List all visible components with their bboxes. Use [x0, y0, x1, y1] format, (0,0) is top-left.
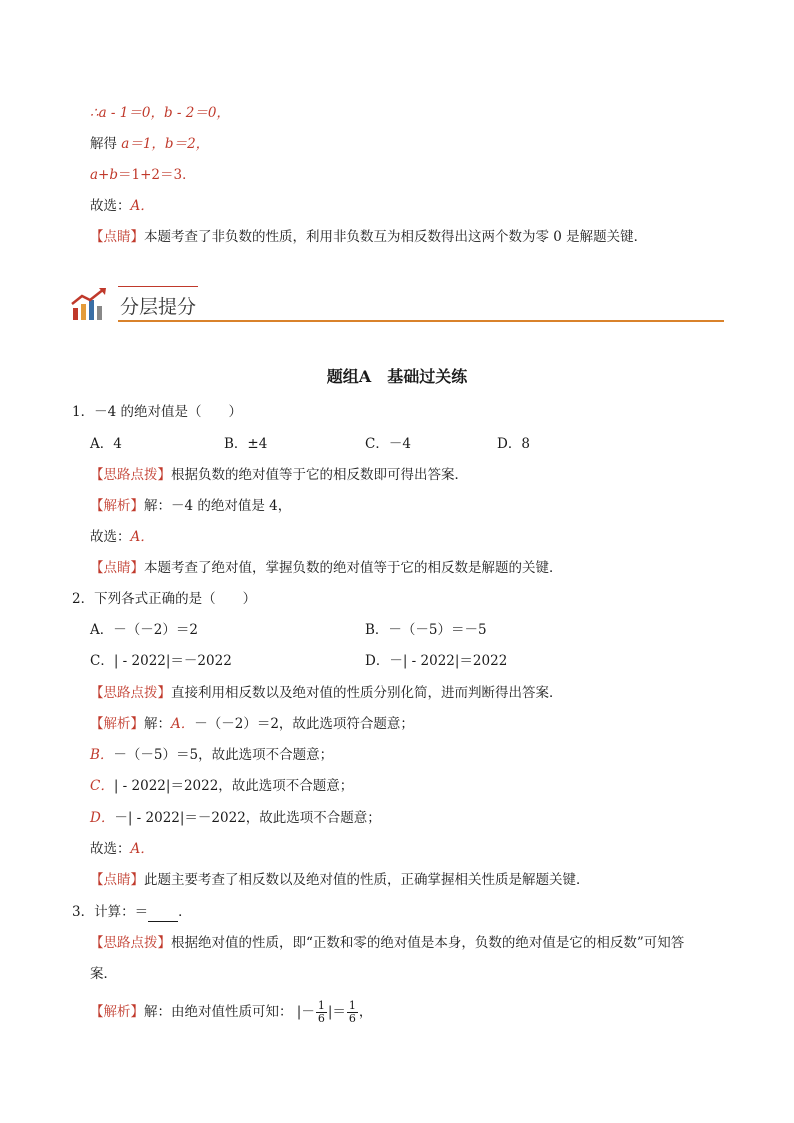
q2-hint — [90, 683, 563, 703]
q2-c-text: | - 2022|＝2022，故此选项不合题意； — [113, 778, 354, 794]
q2-solution-tag: 【解析】 — [90, 716, 144, 732]
growth-chart-icon — [70, 286, 110, 322]
q3-frac-den-right: 6 — [348, 1012, 356, 1025]
q1-note-text: 本题考查了绝对值，掌握负数的绝对值等于它的相反数是解题的关键． — [144, 560, 563, 576]
sum-expr: a+b — [90, 167, 119, 183]
q2-option-a: A．－（－2）＝2 — [90, 622, 198, 638]
solve-line — [90, 134, 209, 154]
q2-solution-a-text: －（－2）＝2，故此选项符合题意； — [194, 716, 414, 732]
q3-stem-text: 3．计算：＝ — [72, 904, 149, 920]
q2-c-letter: C． — [90, 778, 114, 794]
solve-label: 解得 — [90, 136, 122, 152]
q3-fraction-left — [316, 1000, 327, 1025]
section-header — [70, 284, 724, 324]
q2-solution — [90, 714, 414, 734]
equation-text: ∴a - 1＝0，b - 2＝0， — [90, 105, 230, 121]
q3-frac-num-left: 1 — [317, 999, 325, 1012]
q2-hint-text: 直接利用相反数以及绝对值的性质分别化简，进而判断得出答案． — [171, 685, 563, 701]
q2-note-tag: 【点睛】 — [90, 872, 144, 888]
q3-hint-cont: 案． — [90, 966, 117, 982]
comment-tag: 【点睛】 — [90, 229, 144, 245]
q1-answer-label: 故选： — [90, 529, 131, 545]
q1-option-c: C．－4 — [365, 436, 411, 452]
q3-stem-end: ． — [178, 904, 192, 920]
sum-line — [90, 165, 196, 185]
q2-answer-choice: A． — [130, 841, 154, 857]
q3-hint-tag: 【思路点拨】 — [90, 935, 171, 951]
q2-option-b: B．－（－5）＝－5 — [365, 622, 487, 638]
q1-solution-tag: 【解析】 — [90, 498, 144, 514]
q1-stem: 1．－4 的绝对值是（ ） — [72, 404, 242, 420]
q2-answer-label: 故选： — [90, 841, 131, 857]
sum-value: ＝1+2＝3． — [118, 167, 196, 183]
header-top-line — [118, 286, 198, 287]
q2-answer — [90, 839, 154, 859]
q3-fraction-right — [347, 1000, 358, 1025]
q3-frac-num-right: 1 — [348, 999, 356, 1012]
q2-d-text: －| - 2022|＝－2022，故此选项不合题意； — [114, 810, 381, 826]
q3-solution-tag: 【解析】 — [90, 1004, 144, 1020]
q2-b-text: －（－5）＝5，故此选项不合题意； — [113, 747, 334, 763]
q3-abs-close: |＝ — [327, 1004, 346, 1020]
q2-solution-label: 解： — [144, 716, 171, 732]
q3-solution — [90, 1000, 372, 1025]
q1-hint-text: 根据负数的绝对值等于它的相反数即可得出答案． — [171, 467, 468, 483]
q3-stem — [72, 902, 192, 922]
q1-answer-choice: A． — [130, 529, 154, 545]
q3-abs-open: |－ — [296, 1004, 315, 1020]
q1-hint — [90, 465, 468, 485]
equation-line — [90, 103, 230, 123]
q2-solution-a-letter: A． — [171, 716, 195, 732]
answer-choice: A． — [130, 198, 154, 214]
q3-tail: ， — [358, 1004, 373, 1020]
group-title: 题组A 基础过关练 — [326, 367, 468, 386]
comment-line — [90, 227, 647, 247]
solve-values: a＝1，b＝2， — [121, 136, 210, 152]
header-rule — [118, 320, 724, 322]
q2-option-d: D．－| - 2022|＝2022 — [365, 653, 508, 669]
q3-frac-den-left: 6 — [317, 1012, 325, 1025]
q2-stem: 2．下列各式正确的是（ ） — [72, 591, 257, 607]
q1-note-tag: 【点睛】 — [90, 560, 144, 576]
q2-solution-b — [90, 745, 333, 765]
q1-answer — [90, 527, 154, 547]
q1-hint-tag: 【思路点拨】 — [90, 467, 171, 483]
comment-text: 本题考查了非负数的性质，利用非负数互为相反数得出这两个数为零 0 是解题关键． — [144, 229, 648, 245]
q2-solution-d — [90, 808, 381, 828]
q2-b-letter: B． — [90, 747, 114, 763]
q3-hint-text: 根据绝对值的性质，即“正数和零的绝对值是本身，负数的绝对值是它的相反数”可知答 — [171, 935, 685, 951]
q1-solution — [90, 496, 291, 516]
answer-line — [90, 196, 154, 216]
q3-solution-text: 解：由绝对值性质可知： — [144, 1004, 293, 1020]
q1-option-a: A．4 — [90, 436, 122, 452]
q2-note-text: 此题主要考查了相反数以及绝对值的性质，正确掌握相关性质是解题关键． — [144, 872, 590, 888]
q3-answer-blank — [148, 907, 178, 922]
q1-solution-text: 解：－4 的绝对值是 4， — [144, 498, 292, 514]
q2-solution-c — [90, 776, 353, 796]
q1-option-b: B．±4 — [224, 436, 268, 452]
answer-label: 故选： — [90, 198, 131, 214]
q2-note — [90, 870, 590, 890]
section-title: 分层提分 — [120, 296, 197, 318]
q2-hint-tag: 【思路点拨】 — [90, 685, 171, 701]
q2-d-letter: D． — [90, 810, 115, 826]
q1-option-d: D．8 — [497, 436, 530, 452]
q2-option-c: C．| - 2022|＝－2022 — [90, 653, 232, 669]
q1-note — [90, 558, 563, 578]
q3-hint — [90, 933, 684, 953]
